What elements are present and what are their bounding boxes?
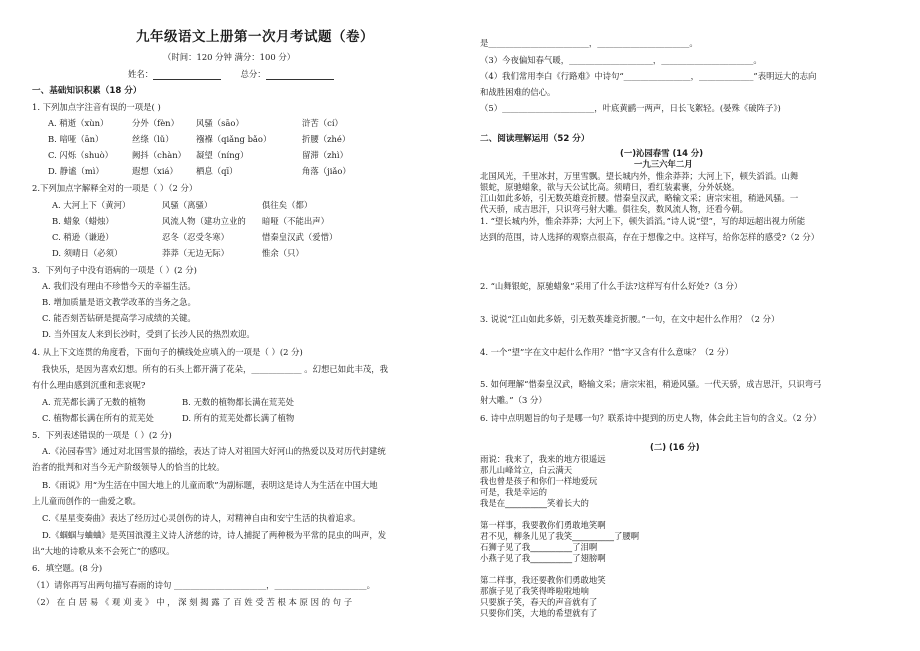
name-row — [128, 69, 334, 80]
poem-2-line: 第二样事，我还要教你们勇敢地笑 — [480, 575, 606, 585]
q6-item-2: （2） 在 白 居 易 《 观 刈 麦 》 中 ， 深 刻 揭 露 了 百 姓 受 苦 根 本 原 因 的 句 子 — [32, 597, 353, 607]
question-3: 3．下列句子中没有语病的一项是（ ）(2 分) — [32, 265, 197, 275]
reading-q4: 4. 一个“望”字在文中起什么作用？“惜”字又含有什么意味？（2 分） — [480, 347, 734, 357]
score-field[interactable] — [266, 70, 334, 80]
poem-2-line: 只要你们笑，大地的希望就有了 — [480, 608, 598, 618]
poem-1-line-3: 江山如此多娇，引无数英雄竞折腰。惜秦皇汉武，略输文采；唐宗宋祖，稍逊风骚。一 — [480, 193, 799, 203]
q3-option-b: B. 增加质量是语文教学改革的当务之急。 — [42, 297, 196, 307]
q5-option-a-line-2: 治者的批判和对当今无产阶级领导人的恰当的比较。 — [32, 462, 225, 472]
reading-q5-line-1: 5. 如何理解“惜秦皇汉武，略输文采；唐宗宋祖，稍逊风骚。一代天骄，成吉思汗，只识弯弓 — [480, 379, 822, 389]
question-5: 5．下列表述错误的一项是（ ）(2 分) — [32, 430, 172, 440]
poem-1-line-4: 代天骄，成吉思汗，只识弯弓射大雕。俱往矣，数风流人物，还看今朝。 — [480, 204, 748, 214]
score-label: 总分： — [240, 69, 266, 79]
reading-q1-line-2: 达到的范围，诗人选择的观察点很高，存在于想像之中。这样写，给你怎样的感受?（2 分） — [480, 232, 820, 242]
poem-2-line: 我也曾是孩子和你们一样地爱玩 — [480, 476, 598, 486]
q5-option-d-line-1: D.《蝈蝈与蛐蛐》是英国浪漫主义诗人济慈的诗，诗人捕捉了两种极为平常的昆虫的叫声，发 — [42, 530, 387, 540]
q5-option-a-line-1: A.《沁园春雪》通过对北国雪景的描绘，表达了诗人对祖国大好河山的热爱以及对历代封建统 — [42, 446, 386, 456]
q4-options-row-2: C. 植物都长满在所有的荒芜处 D. 所有的荒芜处都长满了植物 — [42, 413, 295, 423]
q5-option-b-line-1: B.《雨说》用“为生活在中国大地上的儿童而歌”为副标题，表明这是诗人为生活在中国大地 — [42, 480, 378, 490]
name-label: 姓名： — [128, 69, 154, 79]
q1-option-c: C. 闪烁（shuò） 阙抖（chàn） 凝望（níng） 留滞（zhì） — [48, 150, 348, 160]
poem-1-date: 一九三六年二月 — [634, 159, 693, 169]
exam-time: （时间：120 分钟 满分：100 分） — [163, 52, 296, 62]
reading-q1-line-1: 1. “望长城内外，惟余莽莽；大河上下，顿失滔滔。”诗人说“望”，写的却远超出视力所能 — [480, 216, 806, 226]
question-2: 2.下列加点字解释全对的一项是（ ）（2 分） — [32, 183, 198, 193]
name-field[interactable] — [153, 70, 221, 80]
q3-option-a: A. 我们没有理由不珍惜今天的幸福生活。 — [42, 281, 196, 291]
poem-2-line: 第一样事，我要教你们勇敢地笑啊 — [480, 520, 606, 530]
poem-1-line-1: 北国风光，千里冰封，万里雪飘。望长城内外，惟余莽莽；大河上下，顿失滔滔。山舞 — [480, 171, 799, 181]
page-title: 九年级语文上册第一次月考试题（卷） — [136, 29, 374, 45]
reading-q2: 2. “山舞银蛇，原驰蜡象”采用了什么手法?这样写有什么好处?（3 分） — [480, 281, 743, 291]
poem-2-line: 君不见，柳条儿见了我笑__________了腰啊 — [480, 531, 640, 541]
q6-item-4-line-1: （4）我们常用李白《行路难》中诗句“________________，_____________”表明远大的志向 — [480, 71, 817, 81]
q2-option-c: C. 稍逊（谦逊） 忍冬（忍受冬寒） 惜秦皇汉武（爱惜） — [52, 232, 338, 242]
q3-option-c: C. 能否刻苦钻研是提高学习成绩的关键。 — [42, 313, 196, 323]
q1-option-a: A. 稍逝（xùn） 分外（fèn） 风骚（sāo） 浒苦（cí） — [48, 118, 343, 128]
poem-2-line: 那旗子见了我笑得哗啦啦地响 — [480, 586, 589, 596]
reading-q3: 3. 说说“江山如此多娇，引无数英雄竞折腰。”一句，在文中起什么作用？（2 分） — [480, 314, 780, 324]
poem-2-line: 小燕子见了我__________了翅膀啊 — [480, 553, 606, 563]
question-6: 6．填空题。(8 分) — [32, 563, 103, 573]
q4-passage-line-2: 有什么理由感到沉重和悲哀呢? — [32, 380, 146, 390]
poem-2-line: 石狮子见了我__________了泪啊 — [480, 542, 598, 552]
reading-q5-line-2: 射大雕。”（3 分） — [480, 395, 547, 405]
poem-2-title: (二) (16 分) — [650, 442, 700, 452]
reading-q6: 6. 诗中点明题旨的句子是哪一句？联系诗中提到的历史人物，体会此主旨句的含义。（2 分） — [480, 413, 822, 423]
poem-2-line: 只要旗子笑，春天的声音就有了 — [480, 597, 598, 607]
q1-option-d: D. 静谧（mì） 遐想（xiá） 栖息（qī） 角落（jiǎo） — [48, 166, 351, 176]
q5-option-c: C.《星星变奏曲》表达了经历过心灵创伤的诗人，对精神自由和安宁生活的执着追求。 — [42, 513, 361, 523]
poem-1-title: (一)沁园春雪 (14 分) — [620, 148, 704, 158]
q2-option-d: D. 须晴日（必须） 莽莽（无边无际） 惟余（只） — [52, 248, 304, 258]
poem-2-line: 雨说：我来了，我来的地方很遥远 — [480, 454, 606, 464]
section-1-heading: 一、基础知识积累（18 分） — [32, 86, 142, 96]
q6-item-3: （3）今夜偏知春气暖，____________________，______________________。 — [480, 55, 762, 65]
q2-option-a: A. 大河上下（黄河） 风骚（离骚） 俱往矣（都） — [52, 200, 313, 210]
question-4: 4. 从上下文连贯的角度看，下面句子的横线处应填入的一项是（ ）(2 分) — [32, 347, 303, 357]
q4-options-row-1: A. 荒芜都长满了无数的植物 B. 无数的植物都长满在荒芜处 — [42, 397, 294, 407]
q5-option-d-line-2: 出“大地的诗歌从来不会死亡”的感叹。 — [32, 546, 175, 556]
poem-2-line: 可是，我是幸运的 — [480, 487, 547, 497]
question-1: 1. 下列加点字注音有误的一项是( ) — [32, 102, 161, 112]
q4-passage-line-1: 我快乐，是因为喜欢幻想。所有的石头上都开满了花朵，____________ 。幻想已如此丰茂，我 — [42, 364, 389, 374]
poem-1-line-2: 银蛇，原驰蜡象，欲与天公试比高。须晴日，看红装素裹，分外妖娆。 — [480, 182, 740, 192]
q6-item-5: （5）______________________，叶底黄鹂一两声，日长飞絮轻。(晏殊《破阵子》) — [480, 103, 781, 113]
q6-item-1: （1）请你再写出两句描写春雨的诗句 ______________________，______________________。 — [32, 580, 375, 590]
q6-item-4-line-2: 和战胜困难的信心。 — [480, 87, 556, 97]
section-2-heading: 二、阅读理解运用（52 分） — [480, 134, 590, 144]
q3-option-d: D. 当外国友人来到长沙时，受到了长沙人民的热烈欢迎。 — [42, 329, 255, 339]
q6-item-2-answer: 是________________________，______________________。 — [480, 38, 698, 48]
poem-2-line: 那儿山峰耸立，白云满天 — [480, 465, 573, 475]
q2-option-b: B. 蜡象（蜡烛） 风流人物（建功立业的 暗哑（不能出声） — [52, 216, 329, 226]
q5-option-b-line-2: 上儿童而创作的一曲爱之歌。 — [32, 496, 141, 506]
q1-option-b: B. 喑哑（ān） 丝绦（lǔ） 襁褓（qiǎng bǎo） 折腰（zhé） — [48, 134, 351, 144]
poem-2-line: 我是在__________笑着长大的 — [480, 498, 589, 508]
